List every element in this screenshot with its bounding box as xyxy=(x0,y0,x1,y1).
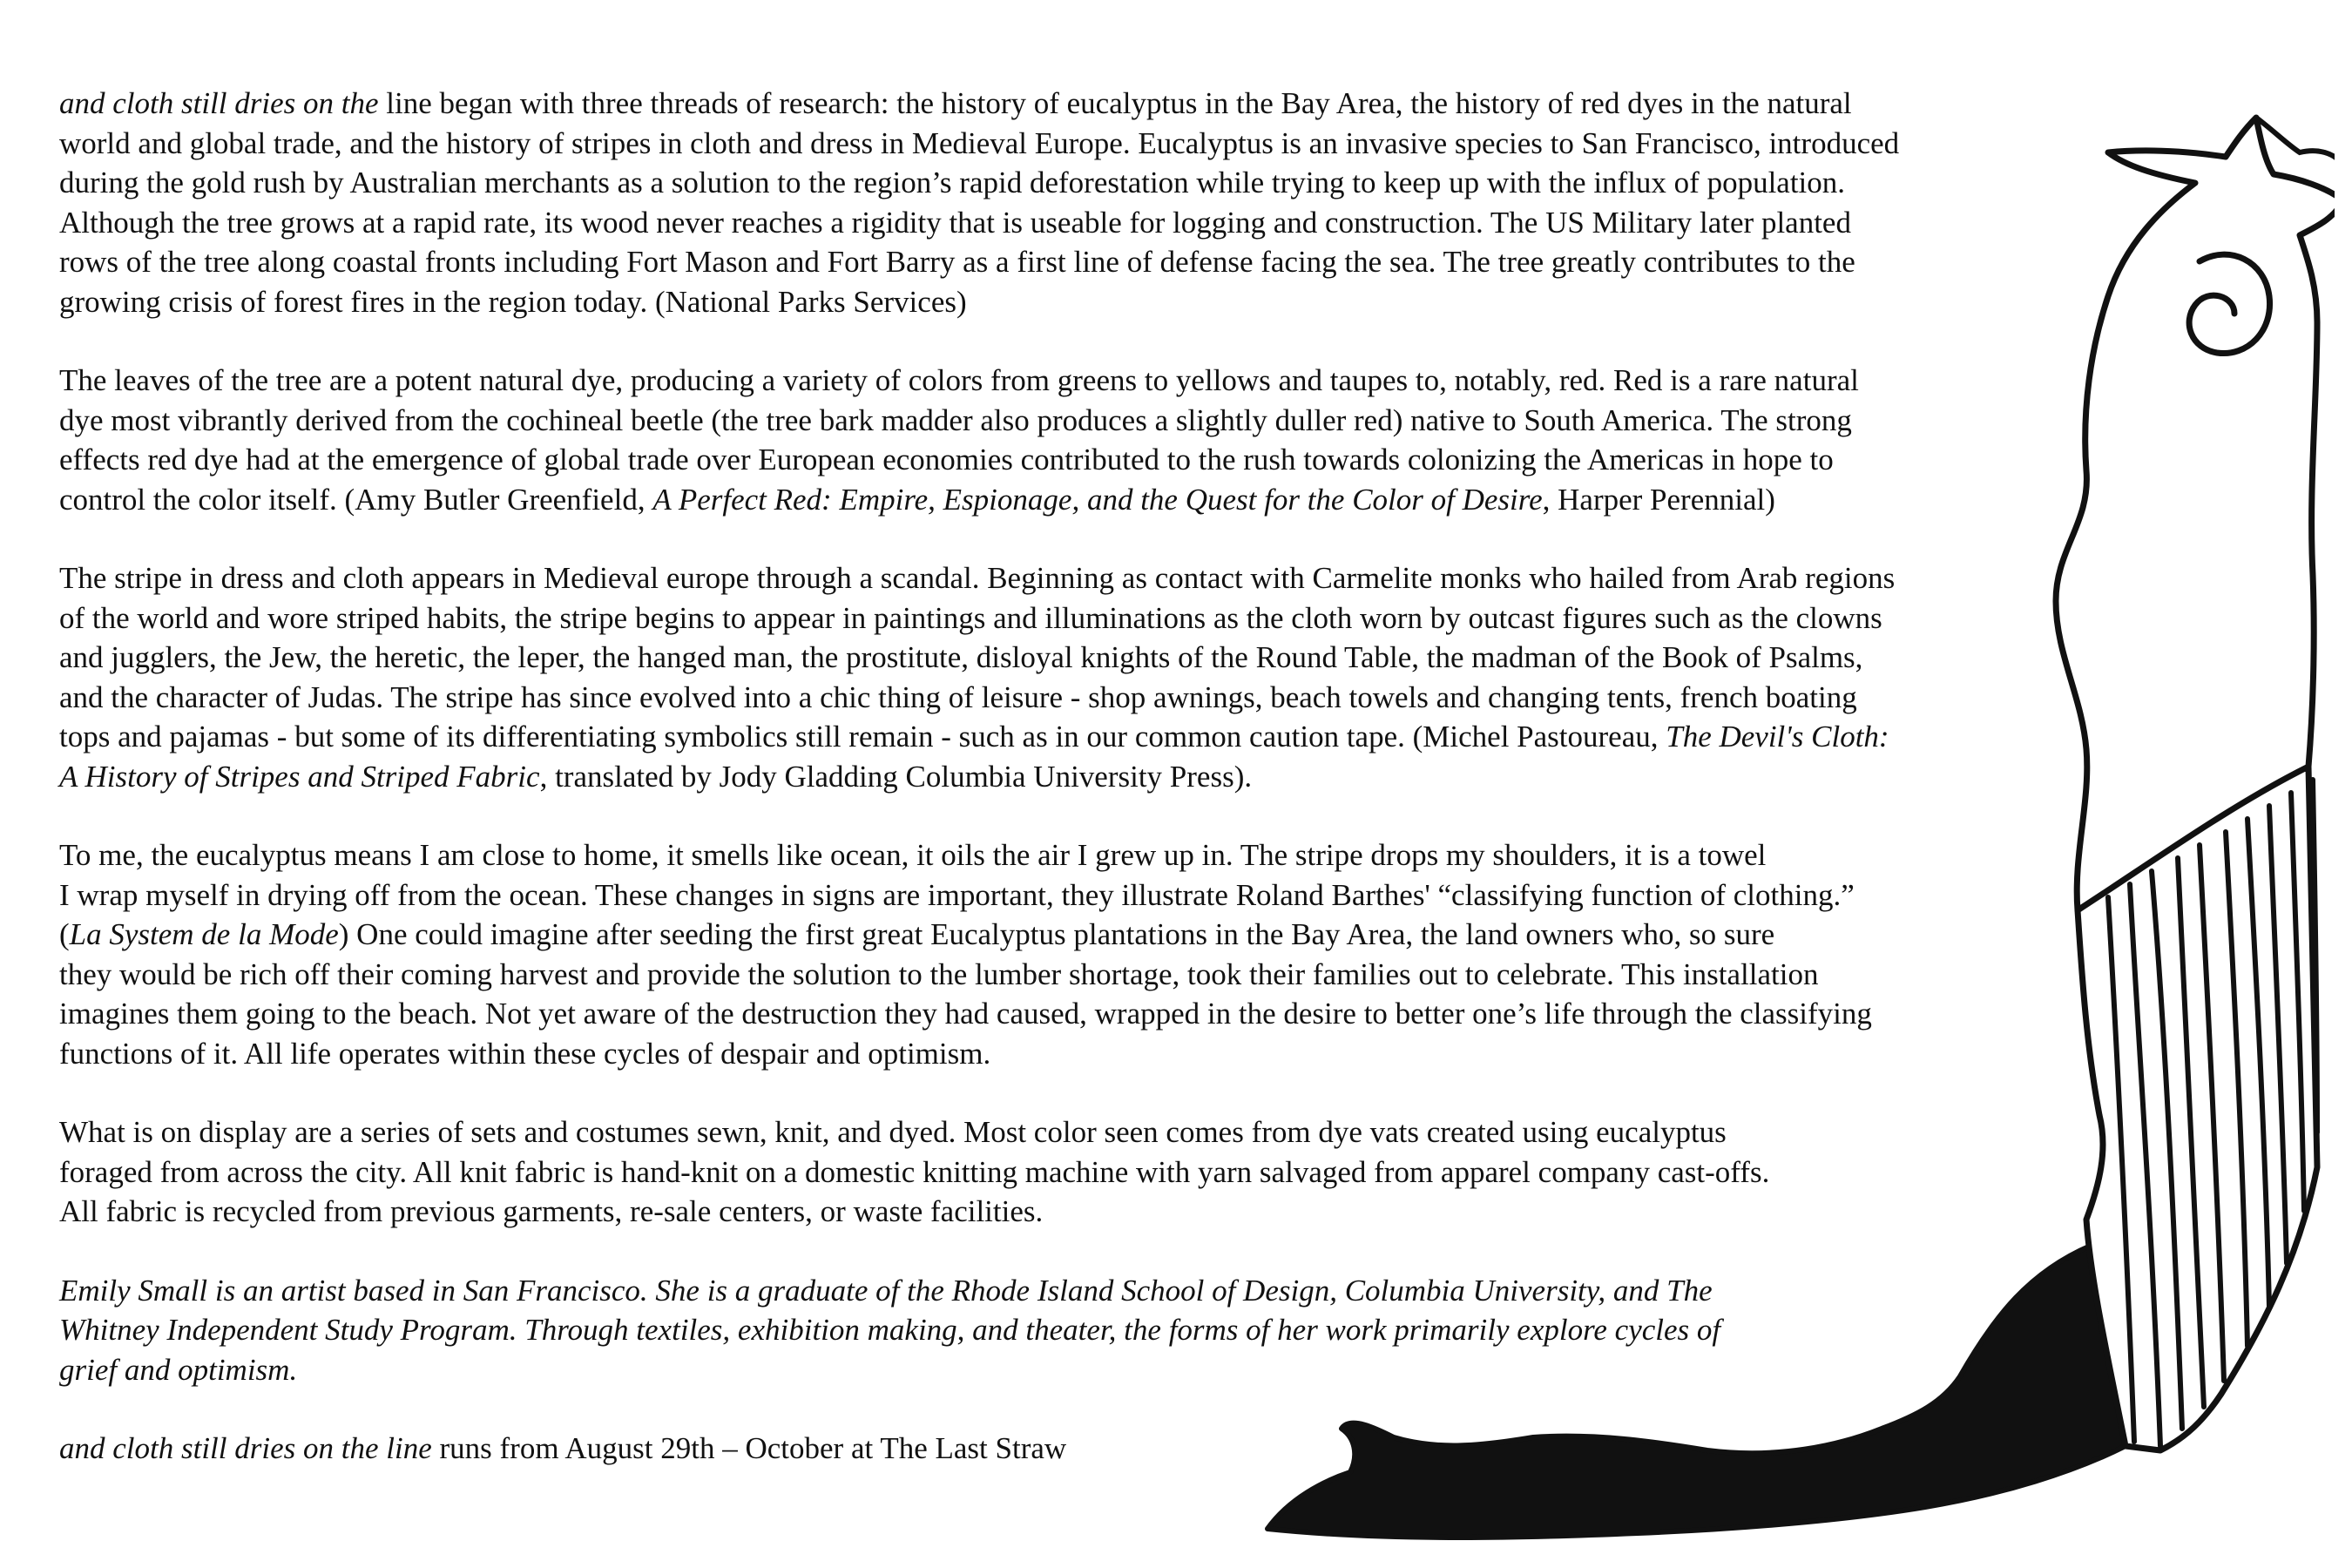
text-run: To me, the eucalyptus means I am close to home, it smells like ocean, it oils the air I grew up in. The stripe drops my shoulders, it is a towel xyxy=(59,838,1767,872)
text-run: rows of the tree along coastal fronts including Fort Mason and Fort Barry as a first line of defense facing the sea. The tree greatly contributes to the xyxy=(59,245,1855,279)
text-run: I wrap myself in drying off from the ocean. These changes in signs are important, they illustrate Roland Barthes' “classifying function of clothing.” xyxy=(59,877,1855,912)
italic-run: Emily Small is an artist based in San Francisco. She is a graduate of the Rhode Island School of Design, Columbia University, and The xyxy=(59,1273,1713,1308)
text-run: The stripe in dress and cloth appears in Medieval europe through a scandal. Beginning as contact with Carmelite monks who hailed from Arab regions xyxy=(59,561,1896,595)
text-run: foraged from across the city. All knit fabric is hand-knit on a domestic knitting machine with yarn salvaged from apparel company cast-offs. xyxy=(59,1154,1770,1189)
text-run: What is on display are a series of sets and costumes sewn, knit, and dyed. Most color seen comes from dye vats created using eucalyptus xyxy=(59,1115,1727,1149)
text-run: The leaves of the tree are a potent natural dye, producing a variety of colors from greens to yellows and taupes to, notably, red. Red is a rare natural xyxy=(59,363,1859,397)
text-run: ( xyxy=(59,917,70,951)
text-run: All fabric is recycled from previous garments, re-sale centers, or waste facilities. xyxy=(59,1194,1044,1228)
italic-run: A Perfect Red: Empire, Espionage, and the Quest for the Color of Desire xyxy=(652,482,1543,517)
italic-run: The Devil's Cloth: xyxy=(1666,720,1889,754)
text-run: runs from August 29th – October at The Last Straw xyxy=(431,1431,1067,1465)
italic-run: La System de la Mode xyxy=(69,917,339,951)
text-run: dye most vibrantly derived from the cochineal beetle (the tree bark madder also produces a slightly duller red) native to South America. The strong xyxy=(59,402,1852,437)
italic-run: Whitney Independent Study Program. Through textiles, exhibition making, and theater, the forms of her work primarily explore cycles of xyxy=(59,1313,1721,1347)
text-run: and the character of Judas. The stripe has since evolved into a chic thing of leisure - shop awnings, beach towels and changing tents, french boating xyxy=(59,679,1857,714)
illustration-black-train xyxy=(1267,1246,2126,1538)
text-run: imagines them going to the beach. Not yet aware of the destruction they had caused, wrapped in the desire to better one’s life through the classifying xyxy=(59,997,1872,1031)
illustration-spiral-curl xyxy=(2189,254,2269,353)
striped-figure-illustration xyxy=(1254,105,2335,1551)
text-run: and jugglers, the Jew, the heretic, the leper, the hanged man, the prostitute, disloyal knights of the Round Table, the madman of the Book of Psalms, xyxy=(59,640,1863,674)
text-run: growing crisis of forest fires in the region today. (National Parks Services) xyxy=(59,284,967,319)
text-run: effects red dye had at the emergence of global trade over European economies contributed to the rush towards colonizing the Americas in hope to xyxy=(59,443,1834,476)
text-run: , translated by Jody Gladding Columbia University Press). xyxy=(539,759,1253,794)
italic-run: grief and optimism. xyxy=(59,1352,298,1387)
italic-run: and cloth still dries on the xyxy=(59,86,379,120)
text-run: they would be rich off their coming harvest and provide the solution to the lumber shortage, took their families out to celebrate. This installation xyxy=(59,956,1819,991)
text-run: world and global trade, and the history of stripes in cloth and dress in Medieval Europe. Eucalyptus is an invasive species to San Francisco, introduced xyxy=(59,125,1900,160)
text-run: during the gold rush by Australian merchants as a solution to the region’s rapid deforestation while trying to keep up with the influx of population. xyxy=(59,166,1846,199)
text-run: Although the tree grows at a rapid rate, its wood never reaches a rigidity that is useable for logging and construction. The US Military later planted xyxy=(59,205,1851,240)
text-run: functions of it. All life operates within these cycles of despair and optimism. xyxy=(59,1036,991,1071)
text-run: tops and pajamas - but some of its differentiating symbolics still remain - such as in our common caution tape. (Michel Pastoureau, xyxy=(59,720,1666,754)
italic-run: and cloth still dries on the line xyxy=(59,1431,432,1465)
text-run: line began with three threads of research: the history of eucalyptus in the Bay Area, the history of red dyes in the natural xyxy=(378,86,1852,120)
text-run: ) One could imagine after seeding the first great Eucalyptus plantations in the Bay Area, the land owners who, so sure xyxy=(338,917,1775,951)
italic-run: A History of Stripes and Striped Fabric xyxy=(59,759,540,794)
text-run: , Harper Perennial) xyxy=(1542,482,1775,517)
text-run: control the color itself. (Amy Butler Greenfield, xyxy=(59,482,653,517)
text-run: of the world and wore striped habits, the stripe begins to appear in paintings and illuminations as the cloth worn by outcast figures such as the clowns xyxy=(59,600,1882,635)
